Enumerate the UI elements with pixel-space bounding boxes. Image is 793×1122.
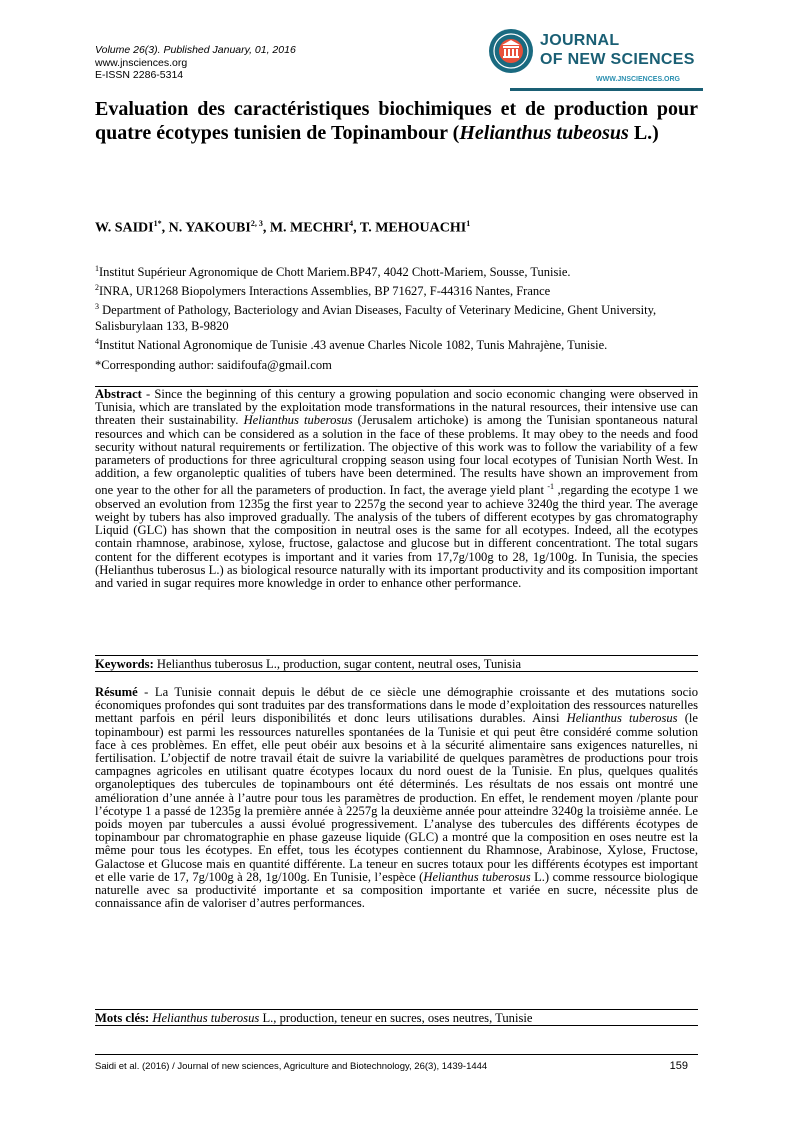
footer-citation: Saidi et al. (2016) / Journal of new sciences, Agriculture and Biotechnology, 26(3), 1439-1444	[95, 1061, 488, 1072]
mots-cles-top-rule	[95, 1009, 698, 1010]
affiliation	[95, 334, 698, 353]
affiliation-sup: 3	[95, 302, 99, 312]
page-number: 159	[669, 1060, 688, 1072]
keywords-top-rule	[95, 655, 698, 656]
mots-cles-bottom-rule	[95, 1025, 698, 1026]
eissn-line: E-ISSN 2286-5314	[95, 69, 184, 81]
abstract-text: ,regarding the ecotype 1 we observed an evolution from 1235g the first year to 2257g the second year to achieve 3240g the third year. The average weight by tubers has also improved gradually. The analysis of the tubers of different ecotypes by gas chromatography Liquid (GLC) has shown that the composition in neutral oses is the same for all ecotypes. Indeed, all the ecotypes contain rhamnose, arabinose, xylose, fructose, galactose and glucose but in different concentrationt. The total sugars content for the different ecotypes is important and it varies from 17,7g/100g to 28, 1g/100g. In Tunisia, the species (Helianthus tuberosus L.) as biological resource naturally with its important productivity and its composition important and varied in sugar requires more knowledge in order to enhance other performance.	[95, 483, 698, 591]
keywords-bottom-rule	[95, 671, 698, 672]
affiliation-text: Institut National Agronomique de Tunisie .43 avenue Charles Nicole 1082, Tunis Mahrajène, Tunisie.	[99, 338, 608, 353]
affiliation-sup: 4	[95, 337, 99, 347]
affiliation-sup: 1	[95, 264, 99, 273]
resume-block	[95, 686, 698, 910]
keywords-label: Keywords:	[95, 657, 154, 671]
affiliation-text: Institut Supérieur Agronomique de Chott Mariem.BP47, 4042 Chott-Mariem, Sousse, Tunisie.	[99, 265, 571, 280]
corresponding-author: *Corresponding author: saidifoufa@gmail.com	[95, 358, 332, 372]
logo-line-2: OF NEW SCIENCES	[540, 51, 695, 68]
author-list	[95, 219, 698, 237]
mots-cles-text: L., production, teneur en sucres, oses neutres, Tunisie	[259, 1011, 533, 1025]
author-name: W. SAIDI	[95, 220, 154, 236]
journal-header	[95, 44, 425, 82]
resume-text: (le topinambour) est parmi les ressources naturelles spontanées de la Tunisie et qui peut être considéré comme solution face à ces problèmes. En effet, elle peut obéir aux besoins et à la sécurité alimentaire sans exigences naturelles, ni fertilisation. L’objectif de notre travail était de suivre la variabilité de quelques paramètres de productions pour trois campagnes agricoles en utilisant quatre écotypes locaux du nord ouest de la Tunisie. En plus, quelques qualités organoleptiques des tubercules de topinambours ont été déterminés. Les résultats de nos essais ont montré une amélioration d’une année à l’autre pour tous les paramètres de production. En effet, le rendement moyen /plante pour l’écotype 1 a passé de 1235g la première année à 2257g la deuxième année pour atteindre 3240g la troisième année. Le poids moyen par tubercules a aussi évolué progressivement. L’analyse des tubercules des différents écotypes de topinambour par chromatographie en phase gazeuse liquide (GLC) a montré que la composition en oses neutre est la même pour tous les écotypes. En effet, tous les écotypes contiennent du Rhamnose, Arabinose, Xylose, Fructose, Galactose et Glucose mais en quantité différente. La teneur en sucres totaux pour les différents écotypes est important et elle varie de 17, 7g/100g à 28, 1g/100g. En Tunisie, l’espèce (	[95, 711, 698, 884]
mots-cles-label: Mots clés:	[95, 1011, 150, 1025]
page-footer	[95, 1061, 698, 1072]
affiliation-text: INRA, UR1268 Biopolymers Interactions Assemblies, BP 71627, F-44316 Nantes, France	[99, 284, 551, 299]
resume-species: Helianthus tuberosus	[423, 869, 531, 884]
logo-line-1: JOURNAL	[540, 32, 620, 49]
resume-text: L.) comme ressource biologique naturelle avec sa productivité importante et sa composition importante et variée en sucre, nécessite plus de connaissance afin de valoriser d’autres performances.	[95, 869, 698, 911]
author-separator: ,	[161, 220, 169, 236]
abstract-block	[95, 388, 698, 590]
abstract-species: Helianthus tuberosus	[243, 413, 353, 428]
affiliation-text: Department of Pathology, Bacteriology and Avian Diseases, Faculty of Veterinary Medicine, Ghent University, Salisburylaan 133, B-9820	[95, 303, 657, 334]
journal-seal-icon	[488, 28, 534, 74]
affiliation	[95, 299, 698, 334]
keywords-line	[95, 657, 698, 671]
affiliation	[95, 280, 698, 299]
title-species: Helianthus tubeosus	[459, 122, 629, 144]
website-line: www.jnsciences.org	[95, 56, 188, 69]
abstract-superscript: -1	[547, 482, 555, 492]
paper-title	[95, 97, 698, 145]
author-separator: ,	[353, 220, 360, 236]
abstract-text: (Jerusalem artichoke) is among the Tunisian spontaneous natural resources and which can be considered as a solution in the face of these problems. It may obey to the needs and food security without natural requirements or fertilization. The objective of this work was to follow the variability of a few parameters of productions for three agricultural cropping season using four local ecotypes of Tunisian North West. In addition, a few organoleptic qualities of tubers have been determined. The results have shown an improvement from one year to the other for all the parameters of production. In fact, the average yield plant	[95, 413, 698, 498]
keywords-text: Helianthus tuberosus L., production, sugar content, neutral oses, Tunisia	[153, 657, 522, 671]
author-affil-sup: 1*	[153, 219, 162, 228]
logo-url[interactable]: WWW.JNSCIENCES.ORG	[596, 76, 681, 83]
resume-species: Helianthus tuberosus	[566, 711, 678, 726]
journal-logo	[488, 24, 708, 96]
author-name: T. MEHOUACHI	[359, 220, 467, 236]
title-part-1: Evaluation des caractéristiques biochimiques et de production pour quatre écotypes tunisien de Topinambour (	[95, 98, 698, 144]
abstract-text: - Since the beginning of this century a growing population and socio economic changing were observed in Tunisia, which are translated by the exploitation mode transformations in the natural resources, their intensive use can threaten their sustainability.	[95, 387, 698, 428]
mots-cles-line	[95, 1011, 698, 1025]
logo-underline	[510, 88, 703, 91]
author-name: N. YAKOUBI	[168, 220, 251, 236]
author-name: M. MECHRI	[269, 220, 350, 236]
affiliation-sup: 2	[95, 283, 99, 293]
resume-text: - La Tunisie connait depuis le début de ce siècle une démographie croissante et des mutations socio économiques profondes qui sont traduites par des transformations dans le mode d’exploitation des ressources naturelles mettant parfois en péril leurs disponibilités et donc leurs utilisations durables. Ainsi	[95, 685, 698, 726]
author-affil-sup: 4	[349, 219, 354, 228]
affiliations	[95, 261, 698, 354]
affiliation	[95, 261, 698, 280]
author-affil-sup: 1	[466, 219, 471, 228]
footer-rule	[95, 1054, 698, 1055]
volume-line: Volume 26(3). Published January, 01, 2016	[95, 44, 296, 56]
abstract-label: Abstract	[95, 387, 142, 401]
author-separator: ,	[262, 220, 270, 236]
title-part-2: L.)	[628, 122, 659, 144]
author-affil-sup: 2, 3	[250, 219, 263, 228]
mots-cles-species: Helianthus tuberosus	[149, 1011, 260, 1025]
resume-label: Résumé	[95, 685, 138, 699]
